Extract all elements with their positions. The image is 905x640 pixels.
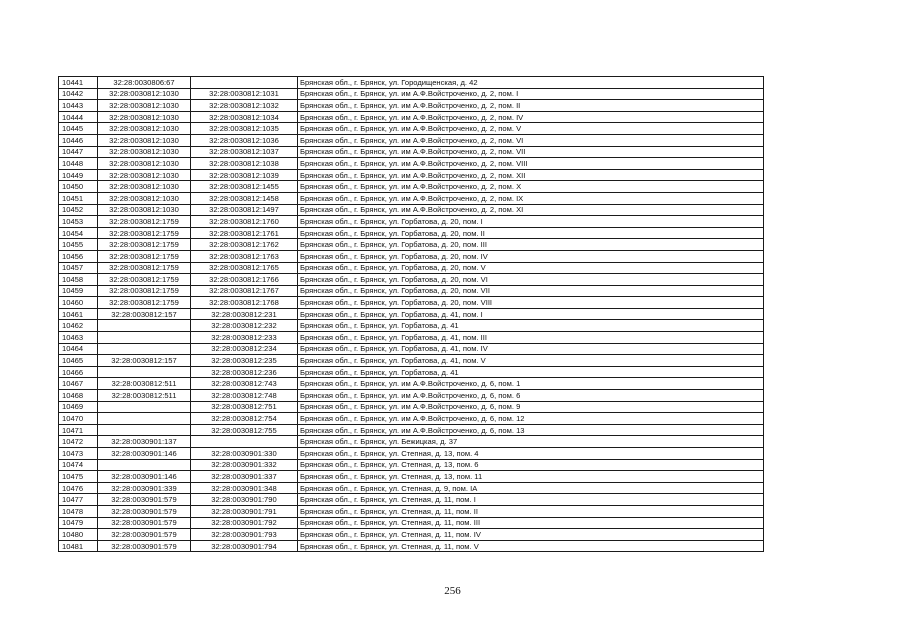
address-cell: Брянская обл., г. Брянск, ул. Горбатова, д. 20, пом. IV bbox=[298, 250, 764, 262]
object-cadastral-number-cell: 32:28:0030901:348 bbox=[191, 482, 298, 494]
object-cadastral-number-cell: 32:28:0030901:791 bbox=[191, 505, 298, 517]
cadastral-number-cell: 32:28:0030812:1030 bbox=[98, 123, 191, 135]
table-row bbox=[59, 250, 764, 262]
object-cadastral-number-cell: 32:28:0030812:1036 bbox=[191, 134, 298, 146]
table-row bbox=[59, 378, 764, 390]
table-row bbox=[59, 123, 764, 135]
table-row bbox=[59, 146, 764, 158]
address-cell: Брянская обл., г. Брянск, ул. Степная, д. 11, пом. I bbox=[298, 494, 764, 506]
address-cell: Брянская обл., г. Брянск, ул. им А.Ф.Войстроченко, д. 2, пом. I bbox=[298, 88, 764, 100]
address-cell: Брянская обл., г. Брянск, ул. им А.Ф.Войстроченко, д. 2, пом. VI bbox=[298, 134, 764, 146]
cadastral-number-cell: 32:28:0030901:146 bbox=[98, 471, 191, 483]
object-cadastral-number-cell: 32:28:0030812:1032 bbox=[191, 100, 298, 112]
address-cell: Брянская обл., г. Брянск, ул. Горбатова, д. 41, пом. IV bbox=[298, 343, 764, 355]
object-cadastral-number-cell: 32:28:0030812:1762 bbox=[191, 239, 298, 251]
row-number-cell: 10473 bbox=[59, 448, 98, 460]
table-row bbox=[59, 274, 764, 286]
cadastral-number-cell bbox=[98, 366, 191, 378]
address-cell: Брянская обл., г. Брянск, ул. Горбатова, д. 20, пом. VI bbox=[298, 274, 764, 286]
row-number-cell: 10449 bbox=[59, 169, 98, 181]
row-number-cell: 10481 bbox=[59, 540, 98, 552]
table-row bbox=[59, 204, 764, 216]
table-row bbox=[59, 494, 764, 506]
address-cell: Брянская обл., г. Брянск, ул. Горбатова, д. 41, пом. V bbox=[298, 355, 764, 367]
table-row bbox=[59, 181, 764, 193]
object-cadastral-number-cell: 32:28:0030812:231 bbox=[191, 308, 298, 320]
object-cadastral-number-cell: 32:28:0030812:1039 bbox=[191, 169, 298, 181]
object-cadastral-number-cell: 32:28:0030812:748 bbox=[191, 390, 298, 402]
cadastral-number-cell: 32:28:0030812:1030 bbox=[98, 100, 191, 112]
page-number: 256 bbox=[444, 585, 461, 597]
cadastral-number-cell: 32:28:0030901:579 bbox=[98, 494, 191, 506]
row-number-cell: 10467 bbox=[59, 378, 98, 390]
address-cell: Брянская обл., г. Брянск, ул. Степная, д. 11, пом. IV bbox=[298, 529, 764, 541]
table-row bbox=[59, 355, 764, 367]
row-number-cell: 10459 bbox=[59, 285, 98, 297]
row-number-cell: 10441 bbox=[59, 77, 98, 89]
object-cadastral-number-cell: 32:28:0030812:743 bbox=[191, 378, 298, 390]
object-cadastral-number-cell: 32:28:0030901:330 bbox=[191, 448, 298, 460]
row-number-cell: 10479 bbox=[59, 517, 98, 529]
address-cell: Брянская обл., г. Брянск, ул. им А.Ф.Войстроченко, д. 6, пом. 13 bbox=[298, 424, 764, 436]
object-cadastral-number-cell: 32:28:0030812:1458 bbox=[191, 192, 298, 204]
cadastral-number-cell: 32:28:0030812:1030 bbox=[98, 169, 191, 181]
table-row bbox=[59, 88, 764, 100]
object-cadastral-number-cell: 32:28:0030812:1767 bbox=[191, 285, 298, 297]
cadastral-number-cell: 32:28:0030812:1030 bbox=[98, 204, 191, 216]
table-row bbox=[59, 401, 764, 413]
row-number-cell: 10458 bbox=[59, 274, 98, 286]
cadastral-number-cell: 32:28:0030812:511 bbox=[98, 390, 191, 402]
row-number-cell: 10476 bbox=[59, 482, 98, 494]
address-cell: Брянская обл., г. Брянск, ул. Горбатова, д. 41 bbox=[298, 366, 764, 378]
address-cell: Брянская обл., г. Брянск, ул. Горбатова, д. 20, пом. II bbox=[298, 227, 764, 239]
table-row bbox=[59, 517, 764, 529]
cadastral-number-cell: 32:28:0030812:1759 bbox=[98, 227, 191, 239]
object-cadastral-number-cell: 32:28:0030812:236 bbox=[191, 366, 298, 378]
row-number-cell: 10465 bbox=[59, 355, 98, 367]
address-cell: Брянская обл., г. Брянск, ул. им А.Ф.Войстроченко, д. 2, пом. VIII bbox=[298, 158, 764, 170]
cadastral-number-cell: 32:28:0030812:157 bbox=[98, 355, 191, 367]
address-cell: Брянская обл., г. Брянск, ул. Степная, д. 13, пом. 6 bbox=[298, 459, 764, 471]
row-number-cell: 10471 bbox=[59, 424, 98, 436]
cadastral-number-cell: 32:28:0030812:1759 bbox=[98, 239, 191, 251]
row-number-cell: 10454 bbox=[59, 227, 98, 239]
object-cadastral-number-cell: 32:28:0030812:233 bbox=[191, 332, 298, 344]
object-cadastral-number-cell: 32:28:0030901:793 bbox=[191, 529, 298, 541]
row-number-cell: 10452 bbox=[59, 204, 98, 216]
table-row bbox=[59, 529, 764, 541]
address-cell: Брянская обл., г. Брянск, ул. Горбатова, д. 20, пом. VII bbox=[298, 285, 764, 297]
address-cell: Брянская обл., г. Брянск, ул. Горбатова, д. 20, пом. III bbox=[298, 239, 764, 251]
table-row bbox=[59, 436, 764, 448]
address-cell: Брянская обл., г. Брянск, ул. Бежицкая, д. 37 bbox=[298, 436, 764, 448]
row-number-cell: 10460 bbox=[59, 297, 98, 309]
row-number-cell: 10455 bbox=[59, 239, 98, 251]
object-cadastral-number-cell: 32:28:0030812:755 bbox=[191, 424, 298, 436]
object-cadastral-number-cell bbox=[191, 436, 298, 448]
row-number-cell: 10456 bbox=[59, 250, 98, 262]
cadastral-number-cell: 32:28:0030812:1030 bbox=[98, 158, 191, 170]
object-cadastral-number-cell: 32:28:0030812:232 bbox=[191, 320, 298, 332]
row-number-cell: 10474 bbox=[59, 459, 98, 471]
row-number-cell: 10477 bbox=[59, 494, 98, 506]
table-row bbox=[59, 471, 764, 483]
address-cell: Брянская обл., г. Брянск, ул. им А.Ф.Войстроченко, д. 2, пом. IV bbox=[298, 111, 764, 123]
table-row bbox=[59, 424, 764, 436]
address-cell: Брянская обл., г. Брянск, ул. им А.Ф.Войстроченко, д. 2, пом. XI bbox=[298, 204, 764, 216]
address-cell: Брянская обл., г. Брянск, ул. Степная, д. 11, пом. III bbox=[298, 517, 764, 529]
table-row bbox=[59, 482, 764, 494]
object-cadastral-number-cell: 32:28:0030812:1763 bbox=[191, 250, 298, 262]
row-number-cell: 10443 bbox=[59, 100, 98, 112]
row-number-cell: 10462 bbox=[59, 320, 98, 332]
cadastral-number-cell: 32:28:0030806:67 bbox=[98, 77, 191, 89]
object-cadastral-number-cell: 32:28:0030812:1037 bbox=[191, 146, 298, 158]
row-number-cell: 10446 bbox=[59, 134, 98, 146]
table-row bbox=[59, 413, 764, 425]
object-cadastral-number-cell: 32:28:0030812:1497 bbox=[191, 204, 298, 216]
row-number-cell: 10466 bbox=[59, 366, 98, 378]
table-row bbox=[59, 459, 764, 471]
cadastral-number-cell bbox=[98, 459, 191, 471]
table-row bbox=[59, 505, 764, 517]
table-row bbox=[59, 332, 764, 344]
address-cell: Брянская обл., г. Брянск, ул. Горбатова, д. 20, пом. V bbox=[298, 262, 764, 274]
row-number-cell: 10453 bbox=[59, 216, 98, 228]
address-cell: Брянская обл., г. Брянск, ул. им А.Ф.Войстроченко, д. 2, пом. II bbox=[298, 100, 764, 112]
cadastral-number-cell: 32:28:0030812:1759 bbox=[98, 274, 191, 286]
cadastral-number-cell: 32:28:0030812:1030 bbox=[98, 181, 191, 193]
row-number-cell: 10444 bbox=[59, 111, 98, 123]
table-row bbox=[59, 158, 764, 170]
object-cadastral-number-cell: 32:28:0030812:1765 bbox=[191, 262, 298, 274]
row-number-cell: 10464 bbox=[59, 343, 98, 355]
row-number-cell: 10445 bbox=[59, 123, 98, 135]
cadastral-number-cell bbox=[98, 401, 191, 413]
register-table bbox=[58, 76, 764, 552]
address-cell: Брянская обл., г. Брянск, ул. им А.Ф.Войстроченко, д. 2, пом. IX bbox=[298, 192, 764, 204]
cadastral-number-cell: 32:28:0030901:146 bbox=[98, 448, 191, 460]
table-row bbox=[59, 320, 764, 332]
cadastral-number-cell bbox=[98, 343, 191, 355]
cadastral-number-cell: 32:28:0030901:579 bbox=[98, 529, 191, 541]
table-row bbox=[59, 216, 764, 228]
address-cell: Брянская обл., г. Брянск, ул. Степная, д. 11, пом. II bbox=[298, 505, 764, 517]
object-cadastral-number-cell: 32:28:0030812:1455 bbox=[191, 181, 298, 193]
cadastral-number-cell: 32:28:0030901:579 bbox=[98, 517, 191, 529]
object-cadastral-number-cell: 32:28:0030812:754 bbox=[191, 413, 298, 425]
cadastral-number-cell: 32:28:0030901:137 bbox=[98, 436, 191, 448]
row-number-cell: 10447 bbox=[59, 146, 98, 158]
address-cell: Брянская обл., г. Брянск, ул. им А.Ф.Войстроченко, д. 6, пом. 9 bbox=[298, 401, 764, 413]
object-cadastral-number-cell bbox=[191, 77, 298, 89]
row-number-cell: 10451 bbox=[59, 192, 98, 204]
table-row bbox=[59, 343, 764, 355]
table-row bbox=[59, 100, 764, 112]
object-cadastral-number-cell: 32:28:0030812:1760 bbox=[191, 216, 298, 228]
address-cell: Брянская обл., г. Брянск, ул. Горбатова, д. 20, пом. I bbox=[298, 216, 764, 228]
row-number-cell: 10475 bbox=[59, 471, 98, 483]
address-cell: Брянская обл., г. Брянск, ул. им А.Ф.Войстроченко, д. 2, пом. X bbox=[298, 181, 764, 193]
address-cell: Брянская обл., г. Брянск, ул. Горбатова, д. 41, пом. I bbox=[298, 308, 764, 320]
table-row bbox=[59, 308, 764, 320]
table-row bbox=[59, 285, 764, 297]
address-cell: Брянская обл., г. Брянск, ул. им А.Ф.Войстроченко, д. 6, пом. 6 bbox=[298, 390, 764, 402]
address-cell: Брянская обл., г. Брянск, ул. им А.Ф.Войстроченко, д. 2, пом. V bbox=[298, 123, 764, 135]
row-number-cell: 10478 bbox=[59, 505, 98, 517]
table-row bbox=[59, 390, 764, 402]
cadastral-number-cell: 32:28:0030812:1759 bbox=[98, 297, 191, 309]
object-cadastral-number-cell: 32:28:0030812:1761 bbox=[191, 227, 298, 239]
cadastral-number-cell bbox=[98, 332, 191, 344]
cadastral-number-cell: 32:28:0030812:1030 bbox=[98, 192, 191, 204]
row-number-cell: 10448 bbox=[59, 158, 98, 170]
object-cadastral-number-cell: 32:28:0030812:1035 bbox=[191, 123, 298, 135]
row-number-cell: 10442 bbox=[59, 88, 98, 100]
table-row bbox=[59, 134, 764, 146]
row-number-cell: 10463 bbox=[59, 332, 98, 344]
object-cadastral-number-cell: 32:28:0030901:794 bbox=[191, 540, 298, 552]
address-cell: Брянская обл., г. Брянск, ул. Степная, д. 9, пом. IA bbox=[298, 482, 764, 494]
row-number-cell: 10457 bbox=[59, 262, 98, 274]
address-cell: Брянская обл., г. Брянск, ул. Горбатова, д. 41, пом. III bbox=[298, 332, 764, 344]
object-cadastral-number-cell: 32:28:0030812:1031 bbox=[191, 88, 298, 100]
address-cell: Брянская обл., г. Брянск, ул. Горбатова, д. 20, пом. VIII bbox=[298, 297, 764, 309]
address-cell: Брянская обл., г. Брянск, ул. Степная, д. 13, пом. 11 bbox=[298, 471, 764, 483]
address-cell: Брянская обл., г. Брянск, ул. Степная, д. 13, пом. 4 bbox=[298, 448, 764, 460]
table-row bbox=[59, 77, 764, 89]
table-row bbox=[59, 297, 764, 309]
table-row bbox=[59, 448, 764, 460]
object-cadastral-number-cell: 32:28:0030812:1766 bbox=[191, 274, 298, 286]
cadastral-number-cell bbox=[98, 413, 191, 425]
address-cell: Брянская обл., г. Брянск, ул. им А.Ф.Войстроченко, д. 6, пом. 1 bbox=[298, 378, 764, 390]
cadastral-number-cell: 32:28:0030812:1759 bbox=[98, 216, 191, 228]
address-cell: Брянская обл., г. Брянск, ул. им А.Ф.Войстроченко, д. 6, пом. 12 bbox=[298, 413, 764, 425]
row-number-cell: 10468 bbox=[59, 390, 98, 402]
object-cadastral-number-cell: 32:28:0030901:790 bbox=[191, 494, 298, 506]
object-cadastral-number-cell: 32:28:0030812:234 bbox=[191, 343, 298, 355]
cadastral-number-cell: 32:28:0030812:1030 bbox=[98, 88, 191, 100]
address-cell: Брянская обл., г. Брянск, ул. Степная, д. 11, пом. V bbox=[298, 540, 764, 552]
address-cell: Брянская обл., г. Брянск, ул. им А.Ф.Войстроченко, д. 2, пом. VII bbox=[298, 146, 764, 158]
row-number-cell: 10472 bbox=[59, 436, 98, 448]
table-row bbox=[59, 540, 764, 552]
cadastral-number-cell: 32:28:0030812:157 bbox=[98, 308, 191, 320]
object-cadastral-number-cell: 32:28:0030812:1038 bbox=[191, 158, 298, 170]
row-number-cell: 10461 bbox=[59, 308, 98, 320]
table-row bbox=[59, 262, 764, 274]
cadastral-number-cell: 32:28:0030812:1030 bbox=[98, 146, 191, 158]
object-cadastral-number-cell: 32:28:0030812:1768 bbox=[191, 297, 298, 309]
object-cadastral-number-cell: 32:28:0030812:1034 bbox=[191, 111, 298, 123]
object-cadastral-number-cell: 32:28:0030901:792 bbox=[191, 517, 298, 529]
object-cadastral-number-cell: 32:28:0030812:751 bbox=[191, 401, 298, 413]
table-body bbox=[59, 77, 764, 552]
object-cadastral-number-cell: 32:28:0030901:337 bbox=[191, 471, 298, 483]
cadastral-number-cell: 32:28:0030901:339 bbox=[98, 482, 191, 494]
cadastral-number-cell: 32:28:0030901:579 bbox=[98, 505, 191, 517]
address-cell: Брянская обл., г. Брянск, ул. им А.Ф.Войстроченко, д. 2, пом. XII bbox=[298, 169, 764, 181]
cadastral-number-cell bbox=[98, 424, 191, 436]
row-number-cell: 10469 bbox=[59, 401, 98, 413]
table-row bbox=[59, 227, 764, 239]
object-cadastral-number-cell: 32:28:0030901:332 bbox=[191, 459, 298, 471]
table-row bbox=[59, 366, 764, 378]
cadastral-number-cell: 32:28:0030812:1759 bbox=[98, 285, 191, 297]
table-row bbox=[59, 111, 764, 123]
cadastral-number-cell: 32:28:0030812:1759 bbox=[98, 250, 191, 262]
table-row bbox=[59, 169, 764, 181]
row-number-cell: 10470 bbox=[59, 413, 98, 425]
table-row bbox=[59, 192, 764, 204]
table-row bbox=[59, 239, 764, 251]
cadastral-number-cell: 32:28:0030812:1030 bbox=[98, 111, 191, 123]
object-cadastral-number-cell: 32:28:0030812:235 bbox=[191, 355, 298, 367]
cadastral-number-cell: 32:28:0030812:511 bbox=[98, 378, 191, 390]
cadastral-number-cell bbox=[98, 320, 191, 332]
address-cell: Брянская обл., г. Брянск, ул. Горбатова, д. 41 bbox=[298, 320, 764, 332]
cadastral-number-cell: 32:28:0030812:1759 bbox=[98, 262, 191, 274]
address-cell: Брянская обл., г. Брянск, ул. Городищенская, д. 42 bbox=[298, 77, 764, 89]
row-number-cell: 10480 bbox=[59, 529, 98, 541]
cadastral-number-cell: 32:28:0030901:579 bbox=[98, 540, 191, 552]
cadastral-number-cell: 32:28:0030812:1030 bbox=[98, 134, 191, 146]
row-number-cell: 10450 bbox=[59, 181, 98, 193]
